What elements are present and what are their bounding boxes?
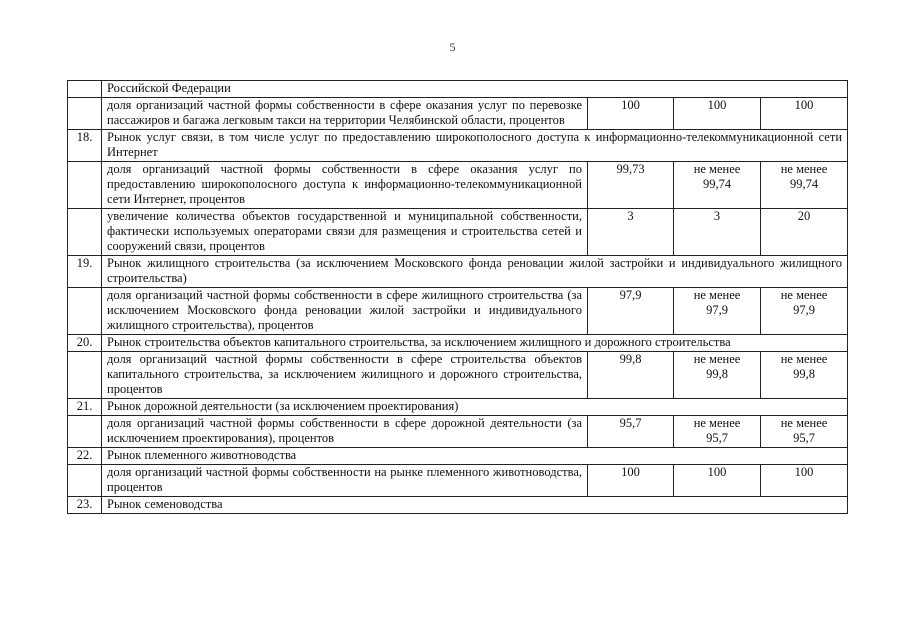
row-number: 19.	[68, 256, 102, 288]
row-number	[68, 352, 102, 399]
value-line: 100	[707, 98, 727, 112]
indicator-row	[68, 98, 848, 130]
indicator-value-v2	[674, 352, 761, 399]
indicator-value-v2	[674, 465, 761, 497]
value-line: 20	[797, 209, 811, 223]
indicator-value-v2	[674, 416, 761, 448]
section-title: Рынок строительства объектов капитального строительства, за исключением жилищного и дорожного строительства	[102, 335, 848, 352]
indicator-row	[68, 162, 848, 209]
section-row	[68, 256, 848, 288]
indicator-value-v3	[761, 209, 848, 256]
row-number	[68, 288, 102, 335]
row-number: 23.	[68, 497, 102, 514]
indicator-value-v3	[761, 162, 848, 209]
row-number	[68, 465, 102, 497]
indicator-row	[68, 288, 848, 335]
row-number	[68, 162, 102, 209]
indicator-value-v2	[674, 209, 761, 256]
indicator-row	[68, 465, 848, 497]
value-line: 3	[713, 209, 721, 223]
indicator-value-v1	[588, 465, 674, 497]
section-title: Рынок жилищного строительства (за исключением Московского фонда реновации жилой застройки и индивидуального жилищного строительства)	[102, 256, 848, 288]
value-line: 99,8	[706, 367, 728, 381]
section-row	[68, 130, 848, 162]
section-title: Российской Федерации	[102, 81, 848, 98]
indicator-row	[68, 416, 848, 448]
indicator-value-v3	[761, 352, 848, 399]
indicator-value-v3	[761, 416, 848, 448]
value-line: не менее	[693, 352, 741, 366]
value-line: не менее	[693, 162, 741, 176]
value-line: 99,73	[616, 162, 645, 176]
row-number	[68, 81, 102, 98]
indicator-description: доля организаций частной формы собственности в сфере жилищного строительства (за исключением Московского фонда реновации жилой застройки и индивидуального жилищного строительства), процентов	[102, 288, 588, 335]
section-row	[68, 497, 848, 514]
indicators-table	[67, 80, 848, 514]
value-line: 100	[621, 465, 640, 479]
indicator-description: доля организаций частной формы собственности в сфере оказания услуг по перевозке пассажиров и багажа легковым такси на территории Челябинской области, процентов	[102, 98, 588, 130]
indicator-value-v1	[588, 98, 674, 130]
value-line: 100	[707, 465, 727, 479]
value-line: не менее	[780, 352, 828, 366]
indicator-value-v1	[588, 416, 674, 448]
indicator-value-v2	[674, 288, 761, 335]
value-line: 97,9	[619, 288, 642, 302]
value-line: не менее	[780, 288, 828, 302]
value-line: 100	[794, 98, 814, 112]
value-line: не менее	[693, 416, 741, 430]
indicator-description: доля организаций частной формы собственности на рынке племенного животноводства, процентов	[102, 465, 588, 497]
row-number	[68, 98, 102, 130]
value-line: не менее	[693, 288, 741, 302]
indicator-value-v3	[761, 288, 848, 335]
row-number	[68, 416, 102, 448]
value-line: 99,74	[789, 177, 819, 191]
section-row	[68, 81, 848, 98]
section-title: Рынок дорожной деятельности (за исключением проектирования)	[102, 399, 848, 416]
section-title: Рынок услуг связи, в том числе услуг по предоставлению широкополосного доступа к информационно-телекоммуникационной сети Интернет	[102, 130, 848, 162]
indicator-value-v3	[761, 465, 848, 497]
row-number: 21.	[68, 399, 102, 416]
indicator-value-v2	[674, 98, 761, 130]
section-row	[68, 335, 848, 352]
value-line: не менее	[780, 416, 828, 430]
value-line: 97,9	[793, 303, 815, 317]
row-number: 22.	[68, 448, 102, 465]
indicator-row	[68, 352, 848, 399]
value-line: 95,7	[619, 416, 642, 430]
row-number: 20.	[68, 335, 102, 352]
section-title: Рынок племенного животноводства	[102, 448, 848, 465]
value-line: 95,7	[706, 431, 728, 445]
page-number: 5	[449, 40, 456, 54]
indicator-description: доля организаций частной формы собственности в сфере оказания услуг по предоставлению широкополосного доступа к информационно-телекоммуникационной сети Интернет, процентов	[102, 162, 588, 209]
value-line: 3	[627, 209, 634, 223]
value-line: 95,7	[793, 431, 815, 445]
indicator-value-v2	[674, 162, 761, 209]
value-line: 99,74	[702, 177, 732, 191]
indicator-value-v1	[588, 162, 674, 209]
value-line: 100	[621, 98, 640, 112]
value-line: 100	[794, 465, 814, 479]
value-line: 99,8	[793, 367, 815, 381]
value-line: не менее	[780, 162, 828, 176]
row-number	[68, 209, 102, 256]
indicator-description: доля организаций частной формы собственности в сфере строительства объектов капитального строительства, за исключением жилищного и дорожного строительства, процентов	[102, 352, 588, 399]
value-line: 97,9	[706, 303, 728, 317]
indicator-row	[68, 209, 848, 256]
indicator-value-v3	[761, 98, 848, 130]
section-row	[68, 399, 848, 416]
row-number: 18.	[68, 130, 102, 162]
indicator-description: доля организаций частной формы собственности в сфере дорожной деятельности (за исключением проектирования), процентов	[102, 416, 588, 448]
indicator-value-v1	[588, 288, 674, 335]
value-line: 99,8	[619, 352, 642, 366]
indicator-value-v1	[588, 209, 674, 256]
section-title: Рынок семеноводства	[102, 497, 848, 514]
section-row	[68, 448, 848, 465]
indicator-value-v1	[588, 352, 674, 399]
indicator-description: увеличение количества объектов государственной и муниципальной собственности, фактически используемых операторами связи для размещения и строительства сетей и сооружений связи, процентов	[102, 209, 588, 256]
